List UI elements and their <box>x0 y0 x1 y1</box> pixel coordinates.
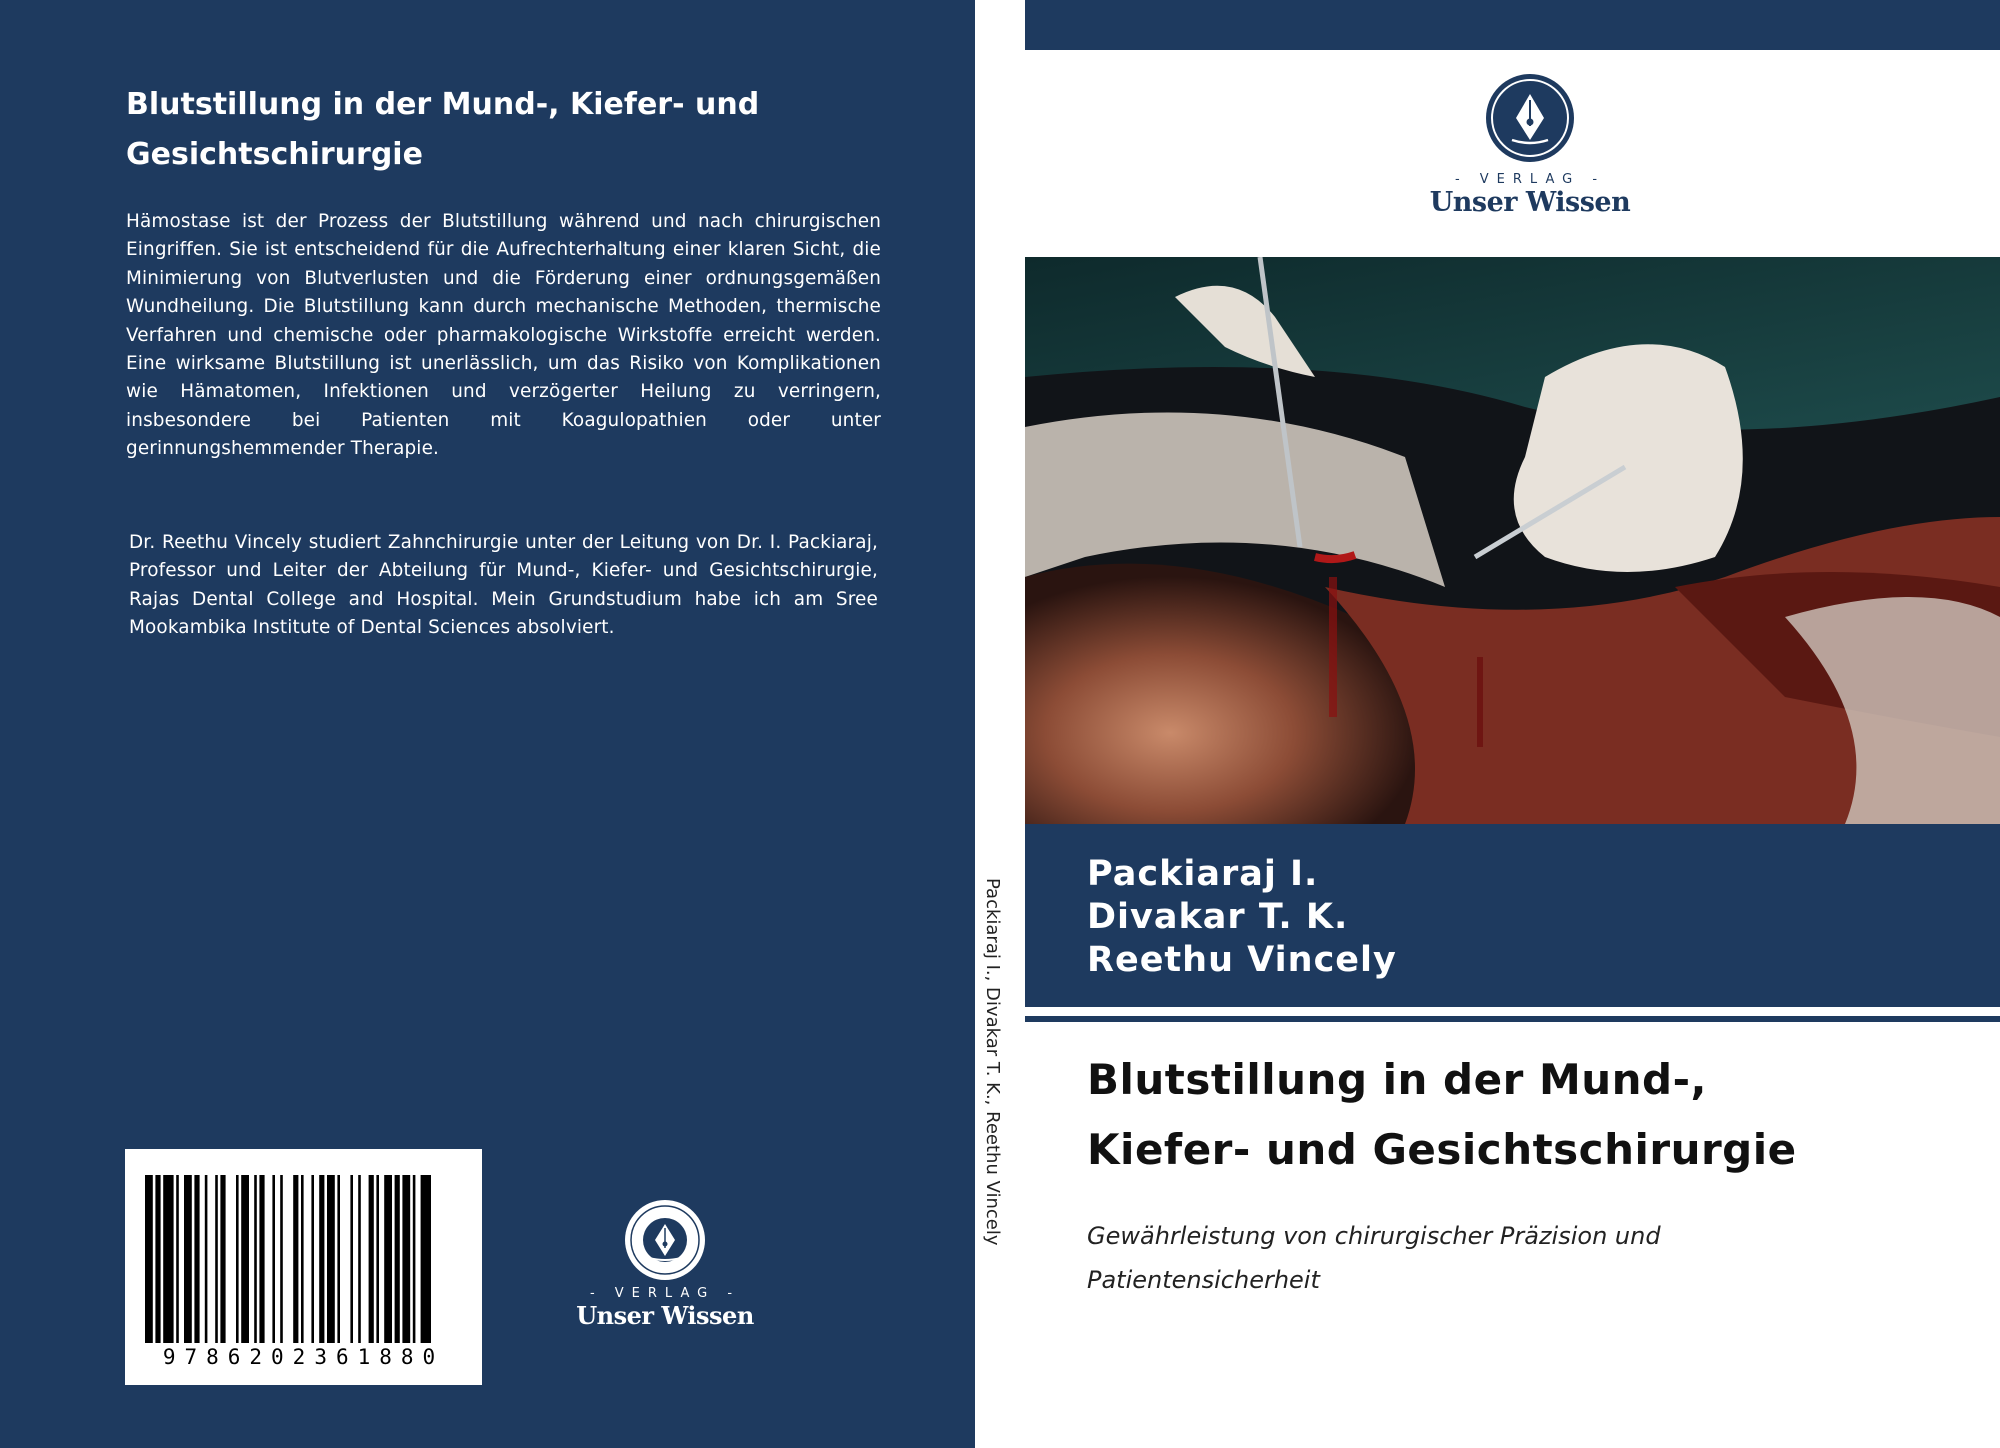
front-logo-verlag: - VERLAG - <box>1454 172 1606 187</box>
author-name: Divakar T. K. <box>1087 897 1349 937</box>
barcode <box>125 1149 482 1385</box>
title-divider <box>1025 1016 2000 1022</box>
isbn-number: 9786202361880 <box>162 1345 445 1369</box>
publisher-seal-icon <box>623 1198 707 1282</box>
front-cover <box>1025 0 2000 1448</box>
surgical-procedure-photo <box>1025 257 2000 824</box>
front-logo-name: Unser Wissen <box>1429 187 1631 218</box>
authors-band <box>1025 824 2000 1007</box>
fountain-pen-nib-icon <box>1484 72 1576 164</box>
back-logo-name: Unser Wissen <box>576 1301 754 1330</box>
author-bio: Dr. Reethu Vincely studiert Zahnchirurgie unter der Leitung von Dr. I. Packiaraj, Professor und Leiter der Abteilung für Mund-, Kiefer- und Gesichtschirurgie, Rajas Dental College and Hospital. Mein Grundstudium habe ich am Sree Mookambika Institute of Dental Sciences absolviert. <box>129 532 878 639</box>
back-cover <box>0 0 975 1448</box>
author-name: Reethu Vincely <box>1087 940 1397 980</box>
back-cover-title: Blutstillung in der Mund-, Kiefer- und Gesichtschirurgie <box>126 87 760 172</box>
back-logo-verlag: - VERLAG - <box>589 1286 741 1301</box>
book-title: Blutstillung in der Mund-, Kiefer- und Gesichtschirurgie <box>1087 1055 1797 1174</box>
spine <box>975 0 1025 1448</box>
front-publisher-logo <box>1405 72 1655 222</box>
spine-authors: Packiaraj I., Divakar T. K., Reethu Vincely <box>982 878 1003 1246</box>
barcode-bars <box>145 1175 462 1343</box>
surgery-image <box>1025 257 2000 824</box>
author-name: Packiaraj I. <box>1087 854 1319 894</box>
book-subtitle: Gewährleistung von chirurgischer Präzision und Patientensicherheit <box>1087 1222 1661 1294</box>
back-cover-blurb: Hämostase ist der Prozess der Blutstillung während und nach chirurgischen Eingriffen. Sie ist entscheidend für die Aufrechterhaltung einer klaren Sicht, die Minimierung von Blutverlusten und die Förderung einer ordnungsgemäßen Wundheilung. Die Blutstillung kann durch mechanische Methoden, thermische Verfahren und chemische oder pharmakologische Wirkstoffe erreicht werden. Eine wirksame Blutstillung ist unerlässlich, um das Risiko von Komplikationen wie Hämatomen, Infektionen und verzögerter Heilung zu verringern, insbesondere bei Patienten mit Koagulopathien oder unter gerinnungshemmender Therapie. <box>126 211 881 460</box>
back-publisher-logo <box>575 1198 755 1328</box>
front-top-bar <box>1025 0 2000 50</box>
